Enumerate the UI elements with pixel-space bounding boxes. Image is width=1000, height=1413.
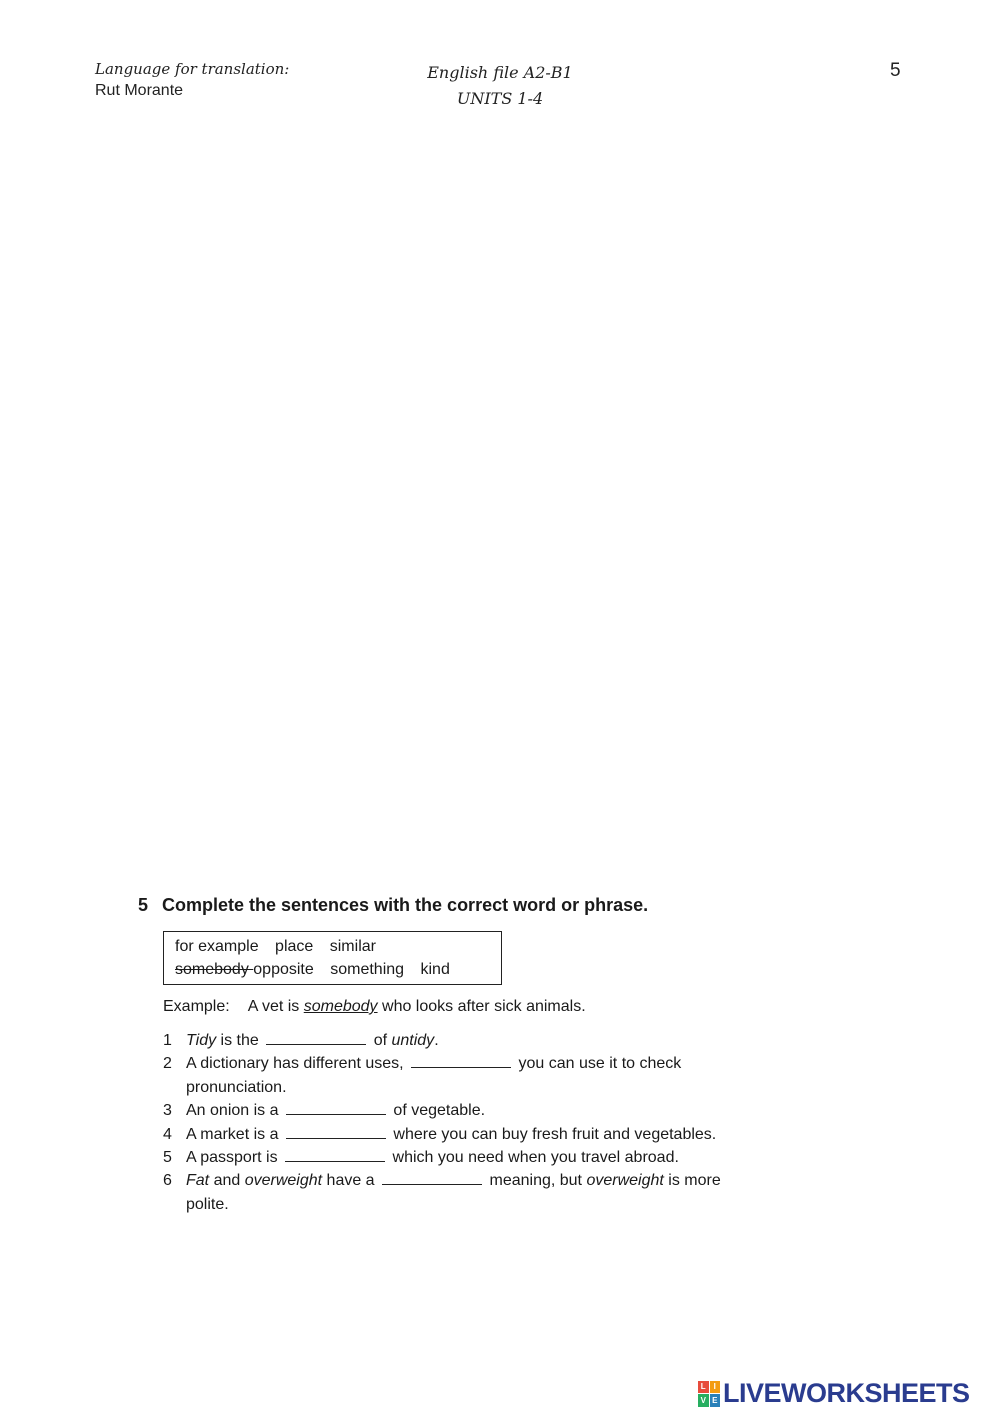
liveworksheets-logo[interactable] bbox=[698, 1378, 970, 1409]
exercise-item-3 bbox=[163, 1099, 803, 1122]
item-text: untidy bbox=[391, 1032, 435, 1049]
item-number: 2 bbox=[163, 1055, 172, 1073]
page-number: 5 bbox=[890, 60, 901, 81]
example-text-before: A vet is bbox=[247, 998, 304, 1015]
item-text: which you need when you travel abroad. bbox=[392, 1149, 679, 1167]
word-bank-item: for example bbox=[175, 938, 259, 955]
logo-letter: E bbox=[710, 1394, 721, 1407]
liveworksheets-logo-text: LIVEWORKSHEETS bbox=[723, 1378, 970, 1408]
exercise-item-2 bbox=[163, 1052, 803, 1099]
item-text: where you can buy fresh fruit and vegetables. bbox=[393, 1125, 717, 1143]
translation-language-label: Language for translation: bbox=[95, 60, 290, 78]
item-text: meaning, but bbox=[489, 1172, 587, 1190]
item-text: is more bbox=[663, 1172, 721, 1190]
word-bank-item: place bbox=[275, 938, 314, 955]
word-bank-line-2 bbox=[175, 958, 501, 981]
exercise-number: 5 bbox=[138, 895, 149, 915]
word-bank bbox=[163, 931, 502, 985]
item-text: pronunciation. bbox=[186, 1078, 287, 1096]
exercise-instruction: Complete the sentences with the correct word or phrase. bbox=[162, 895, 649, 915]
answer-blank-6[interactable] bbox=[382, 1170, 482, 1185]
exercise-items bbox=[163, 1029, 803, 1216]
answer-blank-2[interactable] bbox=[411, 1053, 511, 1068]
book-title: English file A2-B1 bbox=[427, 63, 573, 82]
example-label: Example: bbox=[163, 998, 230, 1015]
item-text: . bbox=[434, 1032, 439, 1049]
liveworksheets-logo-icon bbox=[698, 1381, 720, 1407]
word-bank-line-1 bbox=[175, 935, 501, 958]
author-name: Rut Morante bbox=[95, 82, 184, 99]
item-number: 6 bbox=[163, 1172, 172, 1190]
answer-blank-1[interactable] bbox=[266, 1030, 366, 1045]
item-text: overweight bbox=[244, 1172, 323, 1190]
units-label: UNITS 1-4 bbox=[456, 89, 544, 108]
item-text: Tidy bbox=[186, 1032, 217, 1049]
answer-blank-5[interactable] bbox=[285, 1147, 385, 1162]
item-text: of bbox=[373, 1032, 392, 1049]
item-text: polite. bbox=[186, 1195, 229, 1213]
item-text: A passport is bbox=[186, 1149, 278, 1167]
exercise-item-6 bbox=[163, 1169, 803, 1216]
item-text: A dictionary has different uses, bbox=[186, 1055, 404, 1073]
item-text: An onion is a bbox=[186, 1102, 279, 1120]
exercise-item-5 bbox=[163, 1146, 803, 1169]
item-text: Fat bbox=[186, 1172, 210, 1190]
logo-letter: L bbox=[698, 1381, 709, 1394]
document-title bbox=[400, 60, 600, 112]
exercise-heading bbox=[138, 895, 648, 916]
item-text: is the bbox=[216, 1032, 259, 1049]
example-answer: somebody bbox=[303, 998, 378, 1015]
item-text: A market is a bbox=[186, 1125, 279, 1143]
item-number: 5 bbox=[163, 1149, 172, 1167]
exercise-item-1 bbox=[163, 1029, 803, 1052]
example-sentence bbox=[163, 998, 586, 1016]
item-text: and bbox=[209, 1172, 245, 1190]
example-text-after: who looks after sick animals. bbox=[377, 998, 586, 1015]
word-bank-item: kind bbox=[420, 961, 450, 978]
word-bank-item: something bbox=[330, 961, 405, 978]
item-number: 1 bbox=[163, 1032, 172, 1049]
item-number: 3 bbox=[163, 1102, 172, 1120]
exercise-item-4 bbox=[163, 1123, 803, 1146]
item-text: of vegetable. bbox=[393, 1102, 486, 1120]
word-bank-used-item: somebody bbox=[175, 961, 254, 978]
word-bank-item: opposite bbox=[253, 961, 314, 978]
item-text: have a bbox=[322, 1172, 375, 1190]
word-bank-item: similar bbox=[329, 938, 376, 955]
item-text: you can use it to check bbox=[518, 1055, 682, 1073]
item-text: overweight bbox=[586, 1172, 664, 1190]
logo-letter: I bbox=[710, 1381, 721, 1394]
item-number: 4 bbox=[163, 1125, 172, 1143]
answer-blank-3[interactable] bbox=[286, 1100, 386, 1115]
logo-letter: V bbox=[698, 1394, 709, 1407]
answer-blank-4[interactable] bbox=[286, 1124, 386, 1139]
